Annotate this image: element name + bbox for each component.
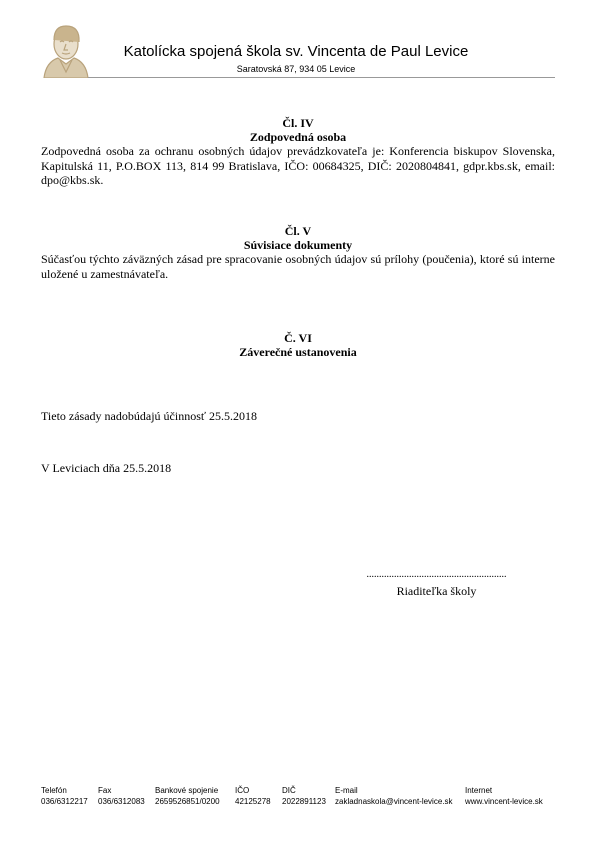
footer-label: Internet bbox=[465, 786, 493, 795]
footer-label: E-mail bbox=[335, 786, 358, 795]
footer-value[interactable]: www.vincent-levice.sk bbox=[465, 797, 543, 806]
footer-email bbox=[335, 785, 453, 807]
article-4-title: Zodpovedná osoba bbox=[249, 130, 347, 144]
article-5-text: Súčasťou týchto záväzných zásad pre spracovanie osobných údajov sú prílohy (poučenia), ktoré sú interne uložené u zamestnávateľa. bbox=[41, 252, 555, 281]
signature-line: ........................................................ bbox=[366, 569, 507, 580]
footer-value: 036/6312083 bbox=[98, 797, 145, 806]
school-logo-icon bbox=[40, 20, 90, 78]
footer-value: 2659526851/0200 bbox=[155, 797, 220, 806]
signature-label: Riaditeľka školy bbox=[396, 584, 477, 598]
footer-label: DIČ bbox=[282, 786, 296, 795]
footer-internet bbox=[465, 785, 543, 807]
footer-label: Bankové spojenie bbox=[155, 786, 219, 795]
school-name: Katolícka spojená škola sv. Vincenta de Paul Levice bbox=[123, 43, 469, 60]
article-4-text: Zodpovedná osoba za ochranu osobných údajov prevádzkovateľa je: Konferencia biskupov Slovenska, Kapitulská 11, P.O.BOX 113, 814 99 Bratislava, IČO: 00684325, DIČ: 2020804841, gdpr.kbs.sk, email: dpo@kbs.sk. bbox=[41, 144, 555, 187]
school-address: Saratovská 87, 934 05 Levice bbox=[236, 64, 356, 74]
header-divider bbox=[88, 77, 555, 78]
footer-phone bbox=[41, 785, 88, 807]
footer-dic bbox=[282, 785, 326, 807]
footer-value[interactable]: zakladnaskola@vincent-levice.sk bbox=[335, 797, 453, 806]
article-6-title: Záverečné ustanovenia bbox=[239, 345, 357, 359]
effective-date-text: Tieto zásady nadobúdajú účinnosť 25.5.2018 bbox=[41, 409, 257, 423]
article-5-title: Súvisiace dokumenty bbox=[243, 238, 353, 252]
article-4-number: Čl. IV bbox=[282, 116, 314, 130]
place-date-text: V Leviciach dňa 25.5.2018 bbox=[41, 461, 172, 475]
footer-ico bbox=[235, 785, 271, 807]
footer-value: 036/6312217 bbox=[41, 797, 88, 806]
footer-value: 42125278 bbox=[235, 797, 271, 806]
footer-label: Fax bbox=[98, 786, 112, 795]
footer-bank bbox=[155, 785, 220, 807]
footer-value: 2022891123 bbox=[282, 797, 326, 806]
article-5-number: Čl. V bbox=[284, 224, 312, 238]
article-6-number: Č. VI bbox=[284, 331, 312, 345]
footer-label: Telefón bbox=[41, 786, 67, 795]
footer-fax bbox=[98, 785, 145, 807]
footer-label: IČO bbox=[235, 786, 250, 795]
